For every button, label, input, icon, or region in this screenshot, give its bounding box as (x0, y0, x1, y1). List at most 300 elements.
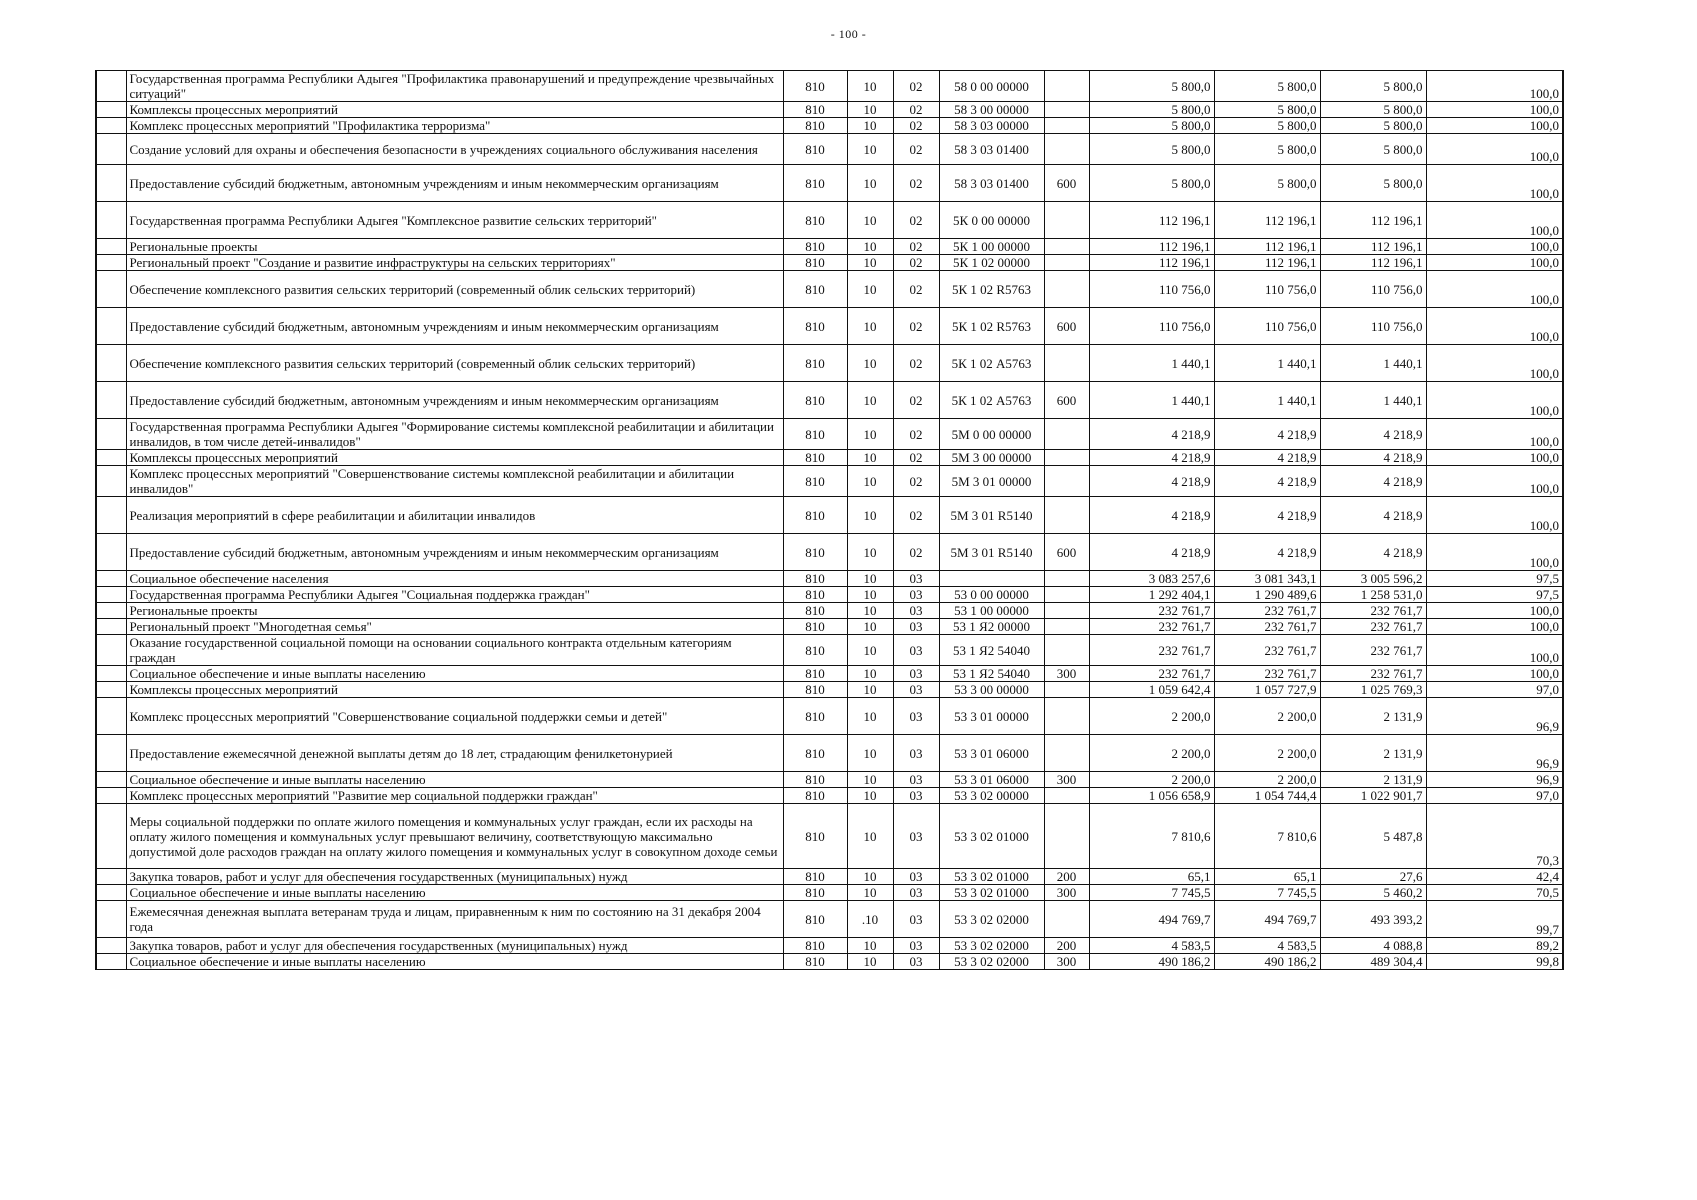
cell-ministry-code: 810 (783, 698, 847, 735)
cell-execution-percent: 89,2 (1426, 938, 1563, 954)
cell-subsection-code: 02 (893, 239, 939, 255)
cell-ministry-code: 810 (783, 165, 847, 202)
cell-description: Ежемесячная денежная выплата ветеранам труда и лицам, приравненным к ним по состоянию на 31 декабря 2004 года (126, 901, 783, 938)
row-margin-cell (96, 788, 126, 804)
cell-refined-amount: 4 583,5 (1214, 938, 1320, 954)
cell-refined-amount: 7 745,5 (1214, 885, 1320, 901)
cell-ministry-code: 810 (783, 450, 847, 466)
cell-target-article: 5М 3 01 R5140 (939, 534, 1044, 571)
cell-expense-type (1044, 635, 1089, 666)
cell-section-code: 10 (847, 571, 893, 587)
cell-subsection-code: 02 (893, 71, 939, 102)
cell-description: Региональный проект "Создание и развитие инфраструктуры на сельских территориях" (126, 255, 783, 271)
cell-subsection-code: 02 (893, 202, 939, 239)
cell-executed-amount: 110 756,0 (1320, 308, 1426, 345)
cell-expense-type: 300 (1044, 772, 1089, 788)
cell-executed-amount: 4 218,9 (1320, 534, 1426, 571)
cell-description: Закупка товаров, работ и услуг для обеспечения государственных (муниципальных) нужд (126, 938, 783, 954)
cell-section-code: 10 (847, 134, 893, 165)
table-row (96, 497, 1563, 534)
cell-approved-amount: 232 761,7 (1089, 603, 1214, 619)
cell-target-article (939, 571, 1044, 587)
cell-ministry-code: 810 (783, 571, 847, 587)
table-row (96, 255, 1563, 271)
row-margin-cell (96, 239, 126, 255)
cell-ministry-code: 810 (783, 497, 847, 534)
cell-description: Социальное обеспечение и иные выплаты населению (126, 954, 783, 970)
cell-approved-amount: 5 800,0 (1089, 118, 1214, 134)
cell-execution-percent: 100,0 (1426, 619, 1563, 635)
cell-section-code: 10 (847, 466, 893, 497)
cell-target-article: 5М 3 01 00000 (939, 466, 1044, 497)
cell-description: Меры социальной поддержки по оплате жилого помещения и коммунальных услуг граждан, если их расходы на оплату жилого помещения и коммунальных услуг превышают величину, соответствующую максимально допустимой доле расходов граждан на оплату жилого помещения и коммунальных услуг в совокупном доходе семьи (126, 804, 783, 869)
cell-executed-amount: 27,6 (1320, 869, 1426, 885)
cell-refined-amount: 5 800,0 (1214, 165, 1320, 202)
cell-target-article: 58 3 03 01400 (939, 134, 1044, 165)
cell-execution-percent: 70,5 (1426, 885, 1563, 901)
cell-description: Социальное обеспечение населения (126, 571, 783, 587)
row-margin-cell (96, 603, 126, 619)
cell-approved-amount: 112 196,1 (1089, 255, 1214, 271)
cell-expense-type (1044, 603, 1089, 619)
cell-subsection-code: 03 (893, 619, 939, 635)
cell-expense-type: 600 (1044, 534, 1089, 571)
cell-approved-amount: 3 083 257,6 (1089, 571, 1214, 587)
cell-section-code: 10 (847, 450, 893, 466)
row-margin-cell (96, 869, 126, 885)
cell-section-code: 10 (847, 885, 893, 901)
cell-executed-amount: 232 761,7 (1320, 635, 1426, 666)
cell-approved-amount: 5 800,0 (1089, 102, 1214, 118)
table-row (96, 735, 1563, 772)
table-row (96, 804, 1563, 869)
cell-executed-amount: 2 131,9 (1320, 772, 1426, 788)
row-margin-cell (96, 308, 126, 345)
cell-refined-amount: 5 800,0 (1214, 102, 1320, 118)
row-margin-cell (96, 102, 126, 118)
cell-target-article: 53 3 02 01000 (939, 869, 1044, 885)
cell-execution-percent: 100,0 (1426, 666, 1563, 682)
cell-approved-amount: 110 756,0 (1089, 308, 1214, 345)
cell-executed-amount: 489 304,4 (1320, 954, 1426, 970)
cell-approved-amount: 65,1 (1089, 869, 1214, 885)
cell-ministry-code: 810 (783, 938, 847, 954)
cell-execution-percent: 100,0 (1426, 202, 1563, 239)
cell-refined-amount: 4 218,9 (1214, 419, 1320, 450)
cell-executed-amount: 112 196,1 (1320, 202, 1426, 239)
cell-target-article: 58 0 00 00000 (939, 71, 1044, 102)
cell-executed-amount: 110 756,0 (1320, 271, 1426, 308)
cell-approved-amount: 232 761,7 (1089, 666, 1214, 682)
row-margin-cell (96, 885, 126, 901)
cell-executed-amount: 4 218,9 (1320, 466, 1426, 497)
row-margin-cell (96, 534, 126, 571)
cell-expense-type (1044, 901, 1089, 938)
cell-expense-type (1044, 804, 1089, 869)
cell-target-article: 5М 0 00 00000 (939, 419, 1044, 450)
cell-expense-type (1044, 239, 1089, 255)
cell-description: Комплекс процессных мероприятий "Совершенствование социальной поддержки семьи и детей" (126, 698, 783, 735)
cell-description: Государственная программа Республики Адыгея "Социальная поддержка граждан" (126, 587, 783, 603)
cell-section-code: 10 (847, 345, 893, 382)
table-row (96, 571, 1563, 587)
cell-expense-type (1044, 619, 1089, 635)
cell-description: Комплексы процессных мероприятий (126, 450, 783, 466)
cell-execution-percent: 100,0 (1426, 239, 1563, 255)
cell-ministry-code: 810 (783, 118, 847, 134)
cell-ministry-code: 810 (783, 954, 847, 970)
cell-ministry-code: 810 (783, 255, 847, 271)
cell-section-code: 10 (847, 587, 893, 603)
cell-subsection-code: 03 (893, 666, 939, 682)
row-margin-cell (96, 202, 126, 239)
row-margin-cell (96, 587, 126, 603)
cell-execution-percent: 96,9 (1426, 698, 1563, 735)
row-margin-cell (96, 682, 126, 698)
cell-execution-percent: 96,9 (1426, 735, 1563, 772)
table-row (96, 901, 1563, 938)
table-row (96, 603, 1563, 619)
cell-subsection-code: 03 (893, 954, 939, 970)
cell-expense-type (1044, 271, 1089, 308)
cell-target-article: 5К 1 02 00000 (939, 255, 1044, 271)
cell-approved-amount: 4 583,5 (1089, 938, 1214, 954)
cell-executed-amount: 232 761,7 (1320, 603, 1426, 619)
cell-subsection-code: 03 (893, 885, 939, 901)
row-margin-cell (96, 345, 126, 382)
cell-expense-type (1044, 102, 1089, 118)
cell-execution-percent: 70,3 (1426, 804, 1563, 869)
row-margin-cell (96, 954, 126, 970)
cell-subsection-code: 03 (893, 635, 939, 666)
cell-executed-amount: 1 258 531,0 (1320, 587, 1426, 603)
cell-executed-amount: 232 761,7 (1320, 619, 1426, 635)
cell-description: Региональные проекты (126, 239, 783, 255)
cell-description: Комплекс процессных мероприятий "Совершенствование системы комплексной реабилитации и абилитации инвалидов" (126, 466, 783, 497)
cell-approved-amount: 4 218,9 (1089, 497, 1214, 534)
table-row (96, 118, 1563, 134)
cell-execution-percent: 100,0 (1426, 308, 1563, 345)
row-margin-cell (96, 571, 126, 587)
cell-execution-percent: 97,5 (1426, 571, 1563, 587)
cell-approved-amount: 2 200,0 (1089, 772, 1214, 788)
cell-approved-amount: 112 196,1 (1089, 202, 1214, 239)
cell-executed-amount: 1 440,1 (1320, 345, 1426, 382)
cell-subsection-code: 02 (893, 382, 939, 419)
cell-refined-amount: 1 057 727,9 (1214, 682, 1320, 698)
cell-target-article: 53 3 02 01000 (939, 804, 1044, 869)
cell-ministry-code: 810 (783, 102, 847, 118)
cell-refined-amount: 1 440,1 (1214, 382, 1320, 419)
cell-description: Предоставление субсидий бюджетным, автономным учреждениям и иным некоммерческим организациям (126, 534, 783, 571)
cell-approved-amount: 2 200,0 (1089, 735, 1214, 772)
cell-executed-amount: 5 487,8 (1320, 804, 1426, 869)
cell-execution-percent: 97,5 (1426, 587, 1563, 603)
cell-refined-amount: 4 218,9 (1214, 466, 1320, 497)
cell-executed-amount: 2 131,9 (1320, 735, 1426, 772)
cell-ministry-code: 810 (783, 202, 847, 239)
cell-section-code: 10 (847, 239, 893, 255)
table-row (96, 666, 1563, 682)
cell-description: Государственная программа Республики Адыгея "Формирование системы комплексной реабилитации и абилитации инвалидов, в том числе детей-инвалидов" (126, 419, 783, 450)
cell-executed-amount: 4 088,8 (1320, 938, 1426, 954)
cell-execution-percent: 96,9 (1426, 772, 1563, 788)
cell-subsection-code: 02 (893, 134, 939, 165)
cell-approved-amount: 1 056 658,9 (1089, 788, 1214, 804)
cell-ministry-code: 810 (783, 308, 847, 345)
cell-subsection-code: 03 (893, 938, 939, 954)
cell-section-code: 10 (847, 255, 893, 271)
cell-subsection-code: 03 (893, 682, 939, 698)
cell-approved-amount: 5 800,0 (1089, 165, 1214, 202)
row-margin-cell (96, 165, 126, 202)
cell-execution-percent: 97,0 (1426, 788, 1563, 804)
cell-execution-percent: 100,0 (1426, 534, 1563, 571)
cell-executed-amount: 112 196,1 (1320, 239, 1426, 255)
budget-table (95, 70, 1564, 970)
cell-ministry-code: 810 (783, 682, 847, 698)
cell-expense-type (1044, 698, 1089, 735)
cell-subsection-code: 03 (893, 788, 939, 804)
cell-target-article: 53 3 00 00000 (939, 682, 1044, 698)
table-row (96, 698, 1563, 735)
cell-section-code: 10 (847, 271, 893, 308)
cell-refined-amount: 112 196,1 (1214, 202, 1320, 239)
cell-executed-amount: 4 218,9 (1320, 450, 1426, 466)
cell-expense-type: 300 (1044, 885, 1089, 901)
row-margin-cell (96, 134, 126, 165)
table-row (96, 635, 1563, 666)
cell-section-code: 10 (847, 308, 893, 345)
cell-target-article: 53 3 01 06000 (939, 772, 1044, 788)
cell-refined-amount: 490 186,2 (1214, 954, 1320, 970)
cell-execution-percent: 99,8 (1426, 954, 1563, 970)
table-row (96, 271, 1563, 308)
table-row (96, 587, 1563, 603)
row-margin-cell (96, 619, 126, 635)
cell-executed-amount: 112 196,1 (1320, 255, 1426, 271)
cell-executed-amount: 5 460,2 (1320, 885, 1426, 901)
cell-target-article: 53 1 Я2 54040 (939, 635, 1044, 666)
cell-refined-amount: 4 218,9 (1214, 534, 1320, 571)
cell-execution-percent: 100,0 (1426, 345, 1563, 382)
cell-refined-amount: 1 054 744,4 (1214, 788, 1320, 804)
cell-description: Региональные проекты (126, 603, 783, 619)
cell-ministry-code: 810 (783, 772, 847, 788)
cell-subsection-code: 03 (893, 698, 939, 735)
cell-refined-amount: 232 761,7 (1214, 635, 1320, 666)
cell-ministry-code: 810 (783, 619, 847, 635)
row-margin-cell (96, 804, 126, 869)
cell-refined-amount: 1 290 489,6 (1214, 587, 1320, 603)
row-margin-cell (96, 255, 126, 271)
cell-executed-amount: 5 800,0 (1320, 118, 1426, 134)
cell-section-code: 10 (847, 954, 893, 970)
cell-description: Социальное обеспечение и иные выплаты населению (126, 772, 783, 788)
cell-target-article: 53 3 02 02000 (939, 938, 1044, 954)
cell-execution-percent: 100,0 (1426, 635, 1563, 666)
cell-subsection-code: 02 (893, 450, 939, 466)
cell-subsection-code: 02 (893, 419, 939, 450)
cell-executed-amount: 1 025 769,3 (1320, 682, 1426, 698)
cell-refined-amount: 112 196,1 (1214, 255, 1320, 271)
cell-expense-type (1044, 587, 1089, 603)
row-margin-cell (96, 772, 126, 788)
cell-section-code: 10 (847, 788, 893, 804)
cell-section-code: 10 (847, 382, 893, 419)
cell-execution-percent: 100,0 (1426, 255, 1563, 271)
cell-executed-amount: 2 131,9 (1320, 698, 1426, 735)
table-row (96, 165, 1563, 202)
cell-expense-type (1044, 682, 1089, 698)
table-row (96, 885, 1563, 901)
cell-target-article: 53 1 Я2 54040 (939, 666, 1044, 682)
cell-target-article: 53 1 Я2 00000 (939, 619, 1044, 635)
cell-description: Региональный проект "Многодетная семья" (126, 619, 783, 635)
cell-refined-amount: 3 081 343,1 (1214, 571, 1320, 587)
table-row (96, 788, 1563, 804)
cell-ministry-code: 810 (783, 885, 847, 901)
cell-description: Обеспечение комплексного развития сельских территорий (современный облик сельских территорий) (126, 271, 783, 308)
cell-expense-type (1044, 497, 1089, 534)
cell-target-article: 5К 0 00 00000 (939, 202, 1044, 239)
cell-ministry-code: 810 (783, 419, 847, 450)
cell-subsection-code: 02 (893, 165, 939, 202)
cell-refined-amount: 1 440,1 (1214, 345, 1320, 382)
cell-approved-amount: 112 196,1 (1089, 239, 1214, 255)
row-margin-cell (96, 419, 126, 450)
table-row (96, 466, 1563, 497)
cell-target-article: 53 1 00 00000 (939, 603, 1044, 619)
row-margin-cell (96, 382, 126, 419)
table-row (96, 102, 1563, 118)
cell-subsection-code: 02 (893, 497, 939, 534)
row-margin-cell (96, 735, 126, 772)
cell-section-code: 10 (847, 804, 893, 869)
cell-target-article: 5К 1 02 A5763 (939, 382, 1044, 419)
cell-refined-amount: 2 200,0 (1214, 735, 1320, 772)
table-row (96, 954, 1563, 970)
cell-section-code: 10 (847, 71, 893, 102)
row-margin-cell (96, 450, 126, 466)
cell-subsection-code: 03 (893, 587, 939, 603)
cell-target-article: 58 3 03 00000 (939, 118, 1044, 134)
cell-section-code: 10 (847, 619, 893, 635)
cell-subsection-code: 03 (893, 772, 939, 788)
cell-approved-amount: 2 200,0 (1089, 698, 1214, 735)
cell-description: Комплекс процессных мероприятий "Развитие мер социальной поддержки граждан" (126, 788, 783, 804)
cell-executed-amount: 3 005 596,2 (1320, 571, 1426, 587)
cell-refined-amount: 110 756,0 (1214, 308, 1320, 345)
cell-approved-amount: 232 761,7 (1089, 635, 1214, 666)
cell-ministry-code: 810 (783, 869, 847, 885)
cell-description: Социальное обеспечение и иные выплаты населению (126, 885, 783, 901)
cell-expense-type (1044, 419, 1089, 450)
table-row (96, 345, 1563, 382)
table-row (96, 239, 1563, 255)
cell-expense-type (1044, 450, 1089, 466)
cell-description: Реализация мероприятий в сфере реабилитации и абилитации инвалидов (126, 497, 783, 534)
row-margin-cell (96, 118, 126, 134)
cell-executed-amount: 1 022 901,7 (1320, 788, 1426, 804)
cell-section-code: 10 (847, 118, 893, 134)
cell-section-code: 10 (847, 202, 893, 239)
cell-approved-amount: 7 745,5 (1089, 885, 1214, 901)
cell-refined-amount: 232 761,7 (1214, 619, 1320, 635)
cell-refined-amount: 110 756,0 (1214, 271, 1320, 308)
cell-execution-percent: 100,0 (1426, 102, 1563, 118)
cell-ministry-code: 810 (783, 804, 847, 869)
cell-description: Социальное обеспечение и иные выплаты населению (126, 666, 783, 682)
cell-description: Государственная программа Республики Адыгея "Комплексное развитие сельских территорий" (126, 202, 783, 239)
cell-target-article: 53 3 01 06000 (939, 735, 1044, 772)
cell-target-article: 5К 1 02 R5763 (939, 271, 1044, 308)
cell-subsection-code: 02 (893, 534, 939, 571)
cell-execution-percent: 100,0 (1426, 118, 1563, 134)
cell-target-article: 53 3 02 02000 (939, 901, 1044, 938)
cell-approved-amount: 5 800,0 (1089, 134, 1214, 165)
cell-execution-percent: 100,0 (1426, 497, 1563, 534)
table-row (96, 619, 1563, 635)
cell-ministry-code: 810 (783, 788, 847, 804)
cell-description: Комплексы процессных мероприятий (126, 682, 783, 698)
cell-execution-percent: 100,0 (1426, 419, 1563, 450)
cell-execution-percent: 100,0 (1426, 382, 1563, 419)
table-row (96, 202, 1563, 239)
cell-executed-amount: 5 800,0 (1320, 165, 1426, 202)
cell-expense-type: 600 (1044, 165, 1089, 202)
cell-approved-amount: 494 769,7 (1089, 901, 1214, 938)
cell-execution-percent: 99,7 (1426, 901, 1563, 938)
cell-approved-amount: 232 761,7 (1089, 619, 1214, 635)
cell-target-article: 53 3 02 02000 (939, 954, 1044, 970)
cell-target-article: 53 3 02 00000 (939, 788, 1044, 804)
cell-ministry-code: 810 (783, 466, 847, 497)
cell-section-code: 10 (847, 534, 893, 571)
cell-ministry-code: 810 (783, 603, 847, 619)
cell-expense-type: 300 (1044, 666, 1089, 682)
cell-approved-amount: 4 218,9 (1089, 450, 1214, 466)
cell-refined-amount: 232 761,7 (1214, 666, 1320, 682)
cell-section-code: 10 (847, 666, 893, 682)
table-row (96, 938, 1563, 954)
cell-approved-amount: 5 800,0 (1089, 71, 1214, 102)
cell-refined-amount: 5 800,0 (1214, 134, 1320, 165)
cell-expense-type (1044, 134, 1089, 165)
row-margin-cell (96, 635, 126, 666)
cell-expense-type (1044, 255, 1089, 271)
cell-expense-type (1044, 71, 1089, 102)
cell-refined-amount: 7 810,6 (1214, 804, 1320, 869)
cell-ministry-code: 810 (783, 71, 847, 102)
cell-refined-amount: 112 196,1 (1214, 239, 1320, 255)
cell-ministry-code: 810 (783, 345, 847, 382)
cell-description: Обеспечение комплексного развития сельских территорий (современный облик сельских территорий) (126, 345, 783, 382)
cell-executed-amount: 4 218,9 (1320, 497, 1426, 534)
cell-ministry-code: 810 (783, 271, 847, 308)
cell-ministry-code: 810 (783, 534, 847, 571)
cell-approved-amount: 110 756,0 (1089, 271, 1214, 308)
table-row (96, 772, 1563, 788)
cell-section-code: 10 (847, 497, 893, 534)
cell-ministry-code: 810 (783, 382, 847, 419)
cell-section-code: 10 (847, 102, 893, 118)
cell-target-article: 53 0 00 00000 (939, 587, 1044, 603)
cell-expense-type (1044, 788, 1089, 804)
cell-approved-amount: 4 218,9 (1089, 534, 1214, 571)
cell-expense-type: 200 (1044, 938, 1089, 954)
cell-description: Предоставление субсидий бюджетным, автономным учреждениям и иным некоммерческим организациям (126, 165, 783, 202)
